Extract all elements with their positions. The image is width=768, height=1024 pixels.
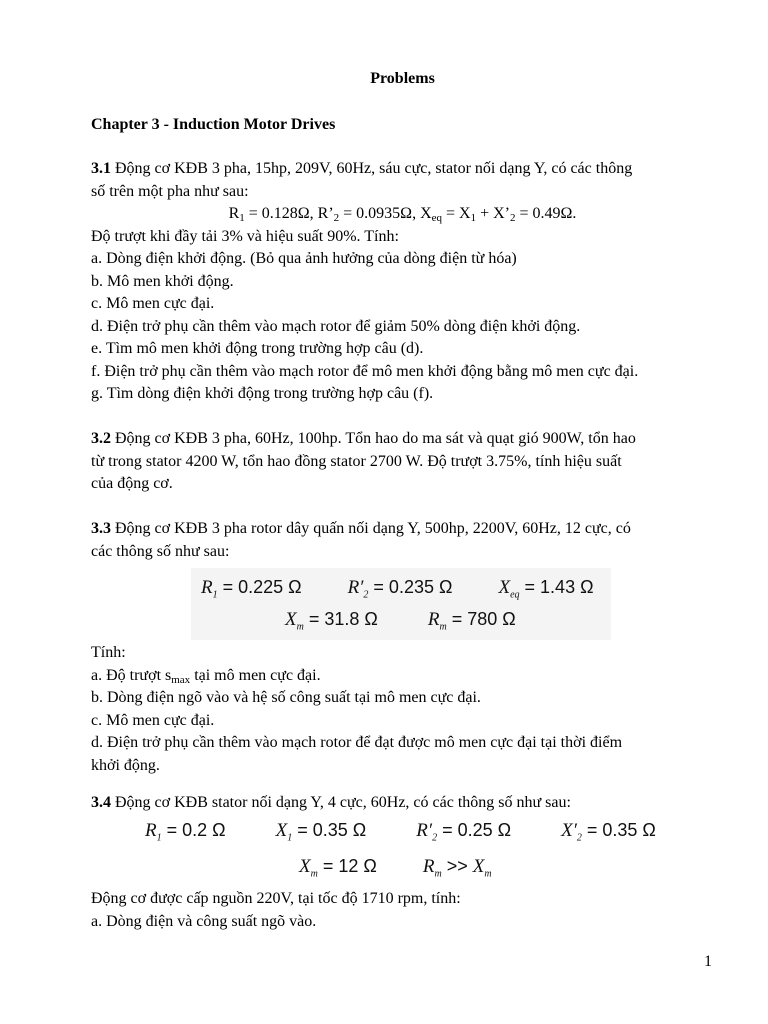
problem-3-4-questions: Động cơ được cấp nguồn 220V, tại tốc độ 1710 rpm, tính: a. Dòng điện và công suất ngõ vào. [91, 888, 714, 933]
problem-number: 3.4 [91, 794, 111, 811]
problem-3-3: 3.3 Động cơ KĐB 3 pha rotor dây quấn nối dạng Y, 500hp, 2200V, 60Hz, 12 cực, có các thông số như sau: [91, 520, 631, 560]
problem-number: 3.1 [91, 160, 111, 177]
equation-row: $X_m = 12$ Ω $R_m >> X_m$ [299, 856, 492, 880]
list-item: a. Độ trượt $s_{max}$ tại mô men cực đại. [91, 666, 321, 686]
problem-3-4: 3.4 Động cơ KĐB stator nối dạng Y, 4 cực, 60Hz, có các thông số như sau: [91, 794, 571, 811]
problem-3-1-intro-cont: số trên một pha như sau: [91, 182, 249, 200]
document-page [91, 0, 714, 1024]
problem-3-1-slip: Độ trượt khi đầy tải 3% và hiệu suất 90%. Tính: [91, 227, 399, 245]
problem-3-1-intro: 3.1 Động cơ KĐB 3 pha, 15hp, 209V, 60Hz, sáu cực, stator nối dạng Y, có các thông [91, 160, 633, 177]
equation-image-3-4 [131, 815, 711, 887]
list-item: f. Điện trở phụ cần thêm vào mạch rotor để mô men khởi động bằng mô men cực đại. [91, 362, 639, 380]
equation-image-3-3 [191, 568, 611, 640]
problem-3-3-questions: Tính: a. Độ trượt $s_{max}$ tại mô men cực đại. b. Dòng điện ngõ vào và hệ số công suất tại mô men cực đại. c. Mô men cực đại. d. Điện trở phụ cần thêm vào mạch rotor để đạt được mô men cực đại tại thời điểm khởi động. [91, 642, 714, 777]
list-item: b. Dòng điện ngõ vào và hệ số công suất tại mô men cực đại. [91, 689, 481, 706]
problem-number: 3.2 [91, 430, 111, 447]
problem-3-1-params: $R_1 = 0.128\Omega$, $R’_2 = 0.0935\Omega$, $X_{eq} = X_1$ + $X’_2 = 0.49\Omega$. [228, 205, 577, 224]
list-item: a. Dòng điện và công suất ngõ vào. [91, 912, 317, 930]
list-item: d. Điện trở phụ cần thêm vào mạch rotor để giảm 50% dòng điện khởi động. [91, 317, 581, 335]
list-item: a. Dòng điện khởi động. (Bỏ qua ảnh hưởng của dòng điện từ hóa) [91, 250, 517, 267]
problem-3-2: 3.2 Động cơ KĐB 3 pha, 60Hz, 100hp. Tổn hao do ma sát và quạt gió 900W, tổn hao từ trong stator 4200 W, tổn hao đồng stator 2700 W. Độ trượt 3.75%, tính hiệu suất của động cơ. [91, 430, 636, 492]
equation-row: $R_1 = 0.2$ Ω $X_1 = 0.35$ Ω $R'_2 = 0.25$ Ω $X'_2 = 0.35$ Ω [145, 820, 656, 844]
problem-number: 3.3 [91, 520, 111, 537]
problem-3-1 [91, 158, 714, 406]
chapter-heading: Chapter 3 - Induction Motor Drives [91, 116, 336, 133]
list-item: e. Tìm mô men khởi động trong trường hợp câu (d). [91, 340, 424, 357]
equation-row: $X_m = 31.8$ Ω $R_m = 780$ Ω [285, 609, 516, 633]
list-item: c. Mô men cực đại. [91, 711, 215, 729]
equation-row: $R_1 = 0.225$ Ω $R'_2 = 0.235$ Ω $X_{eq} = 1.43$ Ω [201, 577, 594, 601]
page-title: Problems [370, 70, 435, 87]
list-item: c. Mô men cực đại. [91, 295, 215, 312]
list-item: b. Mô men khởi động. [91, 272, 234, 290]
list-item: g. Tìm dòng điện khởi động trong trường hợp câu (f). [91, 385, 434, 402]
page-number: 1 [704, 953, 712, 970]
list-item: d. Điện trở phụ cần thêm vào mạch rotor để đạt được mô men cực đại tại thời điểm [91, 734, 623, 751]
